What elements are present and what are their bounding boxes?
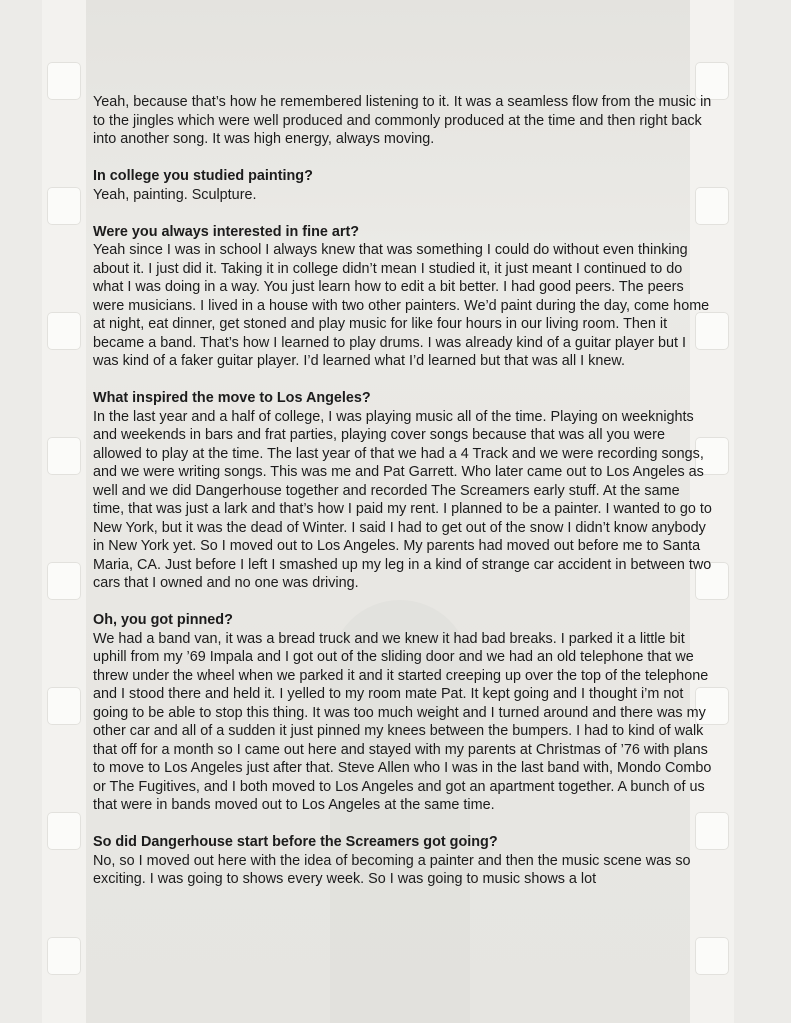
question-heading: In college you studied painting? bbox=[93, 168, 313, 184]
answer-text: Yeah, painting. Sculpture. bbox=[93, 186, 257, 203]
left-film-perforations bbox=[42, 0, 86, 1023]
question-heading: Oh, you got pinned? bbox=[93, 612, 233, 628]
answer-text: In the last year and a half of college, I was playing music all of the time. Playing on weeknights and weekends in bars and frat parties, playing cover songs because that was all you were allowed to play at the time. The last year of that we had a 4 Track and we were recording songs, and we were writing songs. This was me and Pat Garrett. Who later came out to Los Angeles as well and we did Dangerhouse together and recorded The Screamers early stuff. At the same time, that was just a lark and that’s how I paid my rent. I planned to be a painter. I wanted to go to New York, but it was the dead of Winter. I said I had to get out of the snow I didn’t know anybody in New York yet. So I moved out to Los Angeles. My parents had moved out before me to Santa Maria, CA. Just before I left I smashed up my leg in a kind of strange car accident in between two cars that I owned and no one was driving. bbox=[93, 408, 712, 591]
answer-text: No, so I moved out here with the idea of becoming a painter and then the music scene was so exciting. I was going to shows every week. So I was going to music shows a lot bbox=[93, 852, 691, 887]
interview-text bbox=[93, 93, 713, 889]
question-heading: Were you always interested in fine art? bbox=[93, 223, 360, 240]
question-heading: So did Dangerhouse start before the Screamers got going? bbox=[93, 834, 498, 850]
question-heading: What inspired the move to Los Angeles? bbox=[93, 390, 371, 406]
answer-text: Yeah, because that’s how he remembered listening to it. It was a seamless flow from the music in to the jingles which were well produced and commonly produced at the time and then right back into another song. It was high energy, always moving. bbox=[93, 94, 712, 147]
answer-text: We had a band van, it was a bread truck and we knew it had bad breaks. I parked it a little bit uphill from my ’69 Impala and I got out of the sliding door and we had an old telephone that we threw under the wheel when we parked it and it started creeping up over the top of the telephone and I stood there and held it. I yelled to my room mate Pat. It kept going and I thought i’m not going to be able to stop this thing. It was too much weight and I turned around and there was my other car and all of a sudden it just pinned my knees between the bumpers. I had to kind of walk that off for a month so I came out here and stayed with my parents at Christmas of ’76 with plans to move to Los Angeles just after that. Steve Allen who I was in the last band with, Mondo Combo or The Fugitives, and I both moved to Los Angeles and got an apartment together. A bunch of us that were in bands moved out to Los Angeles at the same time. bbox=[93, 630, 712, 813]
answer-text: Yeah since I was in school I always knew that was something I could do without even thinking about it. I just did it. Taking it in college didn’t mean I studied it, it just meant I continued to do what I was doing in a way. You just learn how to edit a bit better. I had good peers. The peers were musicians. I lived in a house with two other painters. We’d paint during the day, come home at night, eat dinner, get stoned and play music for like four hours in our living room. Then it became a band. That’s how I learned to play drums. I was already kind of a guitar player but I was kind of a faker guitar player. I’d learned what I’d learned but that was all I knew. bbox=[93, 242, 710, 369]
